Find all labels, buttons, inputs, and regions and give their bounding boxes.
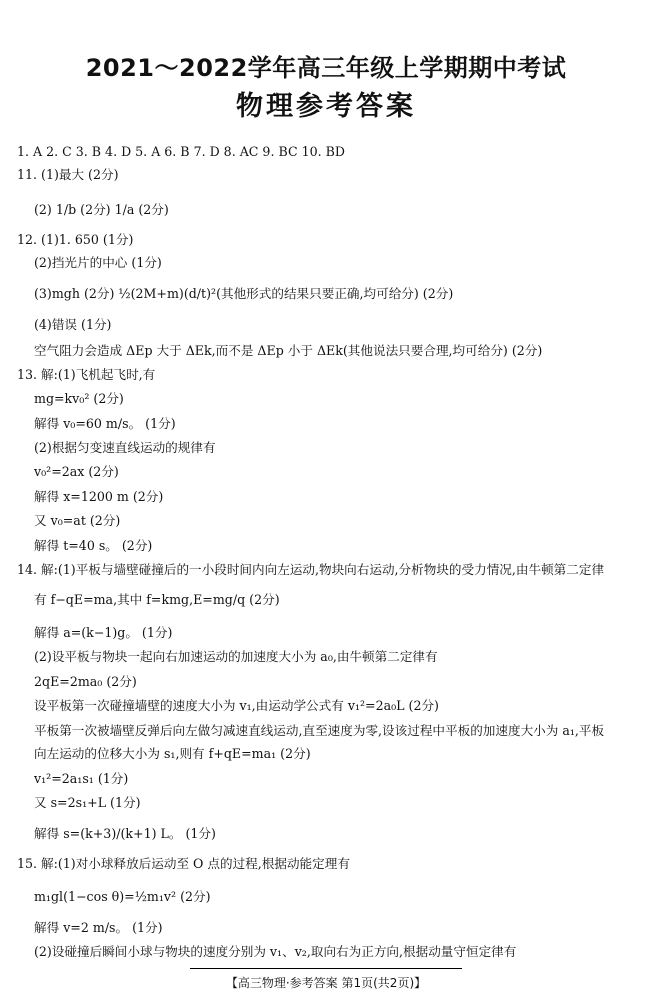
answer-line: 有 f−qE=ma,其中 f=kmg,E=mg/q (2分)	[34, 592, 280, 607]
answer-line: 15. 解:(1)对小球释放后运动至 O 点的过程,根据动能定理有	[17, 856, 350, 871]
answer-line: 14. 解:(1)平板与墙壁碰撞后的一小段时间内向左运动,物块向右运动,分析物块的受力情况,由牛顿第二定律	[17, 562, 605, 577]
answer-line: 设平板第一次碰撞墙壁的速度大小为 v₁,由运动学公式有 v₁²=2a₀L (2分)	[34, 698, 439, 713]
answer-line: (3)mgh (2分) ½(2M+m)(d/t)²(其他形式的结果只要正确,均可给分) (2分)	[34, 286, 454, 301]
answer-line: 平板第一次被墙壁反弹后向左做匀减速直线运动,直至速度为零,设该过程中平板的加速度大小为 a₁,平板	[34, 723, 605, 738]
answer-line: 1. A 2. C 3. B 4. D 5. A 6. B 7. D 8. AC 9. BC 10. BD	[17, 144, 345, 159]
answer-line: mg=kv₀² (2分)	[34, 391, 124, 406]
answer-line: 12. (1)1. 650 (1分)	[17, 232, 134, 247]
answer-line: 又 v₀=at (2分)	[34, 513, 121, 528]
answer-line: 解得 s=(k+3)/(k+1) L。 (1分)	[34, 826, 216, 841]
answer-line: 解得 a=(k−1)g。 (1分)	[34, 625, 173, 640]
answer-line: 11. (1)最大 (2分)	[17, 167, 119, 182]
page-title: 2021～2022学年高三年级上学期期中考试	[85, 54, 567, 82]
answer-line: (2) 1/b (2分) 1/a (2分)	[34, 202, 169, 217]
page-footer: 【高三物理·参考答案 第1页(共2页)】	[225, 976, 427, 990]
footer-divider	[190, 968, 462, 969]
answer-line: 2qE=2ma₀ (2分)	[34, 674, 137, 689]
answer-line: 又 s=2s₁+L (1分)	[34, 795, 141, 810]
answer-line: 解得 v=2 m/s。 (1分)	[34, 920, 163, 935]
answer-line: 空气阻力会造成 ΔEp 大于 ΔEk,而不是 ΔEp 小于 ΔEk(其他说法只要合理,均可给分) (2分)	[34, 343, 543, 358]
answer-line: (2)设平板与物块一起向右加速运动的加速度大小为 a₀,由牛顿第二定律有	[34, 649, 438, 664]
page-subtitle: 物理参考答案	[236, 91, 416, 122]
answer-line: 向左运动的位移大小为 s₁,则有 f+qE=ma₁ (2分)	[34, 746, 311, 761]
answer-line: (2)设碰撞后瞬间小球与物块的速度分别为 v₁、v₂,取向右为正方向,根据动量守恒定律有	[34, 944, 517, 959]
answer-line: v₀²=2ax (2分)	[34, 464, 119, 479]
answer-line: v₁²=2a₁s₁ (1分)	[34, 771, 129, 786]
answer-line: 解得 v₀=60 m/s。 (1分)	[34, 416, 176, 431]
answer-line: (2)挡光片的中心 (1分)	[34, 255, 162, 270]
answer-line: m₁gl(1−cos θ)=½m₁v² (2分)	[34, 889, 211, 904]
answer-line: (2)根据匀变速直线运动的规律有	[34, 440, 216, 455]
answer-line: 解得 x=1200 m (2分)	[34, 489, 164, 504]
answer-line: 13. 解:(1)飞机起飞时,有	[17, 367, 156, 382]
answer-line: (4)错误 (1分)	[34, 317, 112, 332]
answer-line: 解得 t=40 s。 (2分)	[34, 538, 153, 553]
